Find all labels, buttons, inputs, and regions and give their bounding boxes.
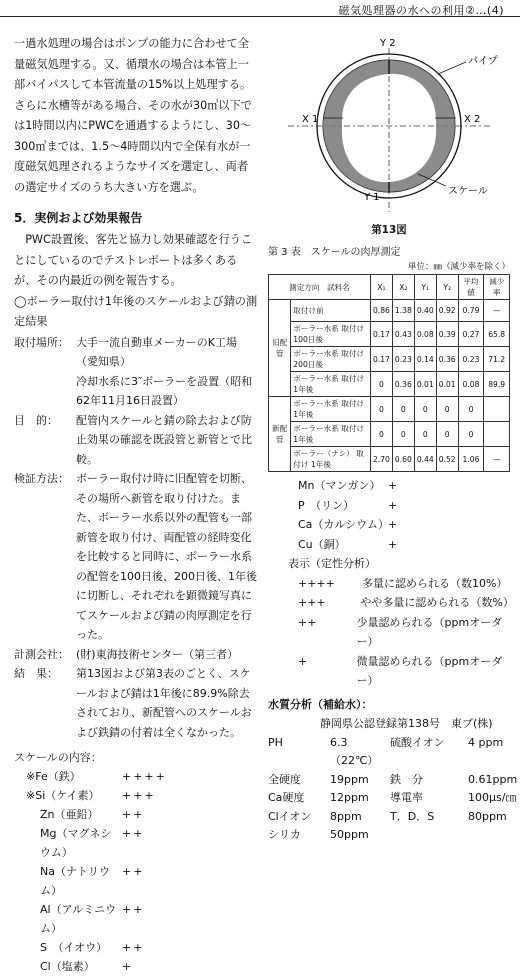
table-row xyxy=(269,300,510,322)
table-cell: 0.14 xyxy=(414,347,436,372)
detail-label: 目 的： xyxy=(14,413,58,427)
table-cell: 0 xyxy=(370,422,392,447)
table-row xyxy=(269,322,510,347)
water-value: 6.3（22℃） xyxy=(330,735,379,767)
legend-row xyxy=(268,593,514,613)
table-caption: 第 3 表 スケールの肉厚測定 xyxy=(268,247,401,258)
element-row xyxy=(14,824,258,862)
table-cell: 0.60 xyxy=(392,447,414,472)
table-row xyxy=(269,422,510,447)
table-row xyxy=(269,447,510,472)
table-cell: 0 xyxy=(370,372,392,397)
table-cell: 0.08 xyxy=(414,322,436,347)
table-cell: 0.40 xyxy=(414,300,436,322)
detail-row xyxy=(14,645,258,665)
scale-contents xyxy=(14,748,258,976)
element-amount: + xyxy=(388,518,400,531)
label-x2: X 2 xyxy=(464,114,481,125)
water-value: 4 ppm xyxy=(468,735,504,749)
table-cell: 0.36 xyxy=(436,347,458,372)
detail-label: 取付場所： xyxy=(14,335,69,349)
water-item: 鉄 分 xyxy=(390,772,423,786)
element-row xyxy=(14,767,258,786)
table-row xyxy=(269,397,510,422)
element-amount: ++ xyxy=(122,903,145,916)
legend-symbol: + xyxy=(298,654,308,668)
water-analysis-lab: 静岡県公認登録第138号 東ブ(株) xyxy=(320,717,493,730)
table-cell: ボーラー水系 取付け 1年後 xyxy=(291,397,371,422)
element-row xyxy=(268,476,510,496)
element-row xyxy=(14,805,258,824)
water-value xyxy=(468,826,518,845)
pipe-cross-section-diagram xyxy=(268,34,510,220)
table-cell: 0.01 xyxy=(436,372,458,397)
water-value: 12ppm xyxy=(330,791,369,804)
water-value: 8ppm xyxy=(330,809,362,823)
table-cell: ボーラー水系 取付け 100日後 xyxy=(291,322,371,347)
table-cell: 0.36 xyxy=(392,372,414,397)
right-column xyxy=(268,34,518,845)
table-header-row xyxy=(269,275,510,300)
table-cell: 0.23 xyxy=(458,347,484,372)
water-item: シリカ xyxy=(268,828,301,841)
legend-desc: 少量認められる（ppmオーダー） xyxy=(356,615,503,648)
element-name: Zn（亜鉛） xyxy=(40,808,99,821)
element-amount: + xyxy=(388,498,400,512)
table-cell: 0.86 xyxy=(370,300,392,322)
water-item: Clイオン xyxy=(268,809,312,823)
table-cell: 65.8 xyxy=(484,322,510,347)
table-cell: 2.70 xyxy=(370,447,392,472)
figure-13 xyxy=(268,34,510,220)
table-cell: 0 xyxy=(370,397,392,422)
table-cell: 89.9 xyxy=(484,372,510,397)
water-value: 50ppm xyxy=(330,828,369,841)
left-column xyxy=(14,34,258,976)
running-header: 磁気処理器の水への利用②…(4) xyxy=(338,4,504,17)
detail-label xyxy=(14,372,76,411)
label-y1: Y 1 xyxy=(364,192,380,203)
element-amount: + xyxy=(122,960,134,973)
table-row xyxy=(269,347,510,372)
water-item xyxy=(390,826,468,845)
legend-row xyxy=(268,574,510,594)
water-value: 0.61ppm xyxy=(468,772,518,786)
water-value: 80ppm xyxy=(468,809,507,823)
element-row xyxy=(14,900,258,938)
element-name: ※Fe（鉄） xyxy=(26,770,81,783)
table-cell: 0.17 xyxy=(370,347,392,372)
element-row xyxy=(14,862,258,900)
table-cell: 0 xyxy=(436,422,458,447)
element-name: P （リン） xyxy=(298,498,355,512)
legend-desc: 微量認められる（ppmオーダー） xyxy=(356,654,503,687)
report-details xyxy=(14,333,258,743)
water-item: 硫酸イオン xyxy=(390,735,445,749)
water-item: 全硬度 xyxy=(268,772,301,786)
water-item: 導電率 xyxy=(390,791,423,804)
element-amount: ++ xyxy=(122,808,145,821)
table-group-cell: 新配管 xyxy=(269,397,291,472)
pipe-leader xyxy=(438,62,466,74)
table-header-cell: 減少率 xyxy=(484,275,510,300)
element-name: S （イオウ） xyxy=(40,941,108,954)
table-cell: ボーラー水系 取付け 1年後 xyxy=(291,372,371,397)
water-item: PH xyxy=(268,735,283,749)
detail-row xyxy=(14,333,258,372)
table-cell: 0.01 xyxy=(414,372,436,397)
table-cell: ボーラー水系 取付け 1年後 xyxy=(291,422,371,447)
table-cell: 0.39 xyxy=(436,322,458,347)
table-cell: 0.79 xyxy=(458,300,484,322)
table-cell: 0 xyxy=(414,397,436,422)
table-cell: 0 xyxy=(392,397,414,422)
legend-row xyxy=(268,613,510,652)
table-cell: 0 xyxy=(458,397,484,422)
element-amount: + xyxy=(388,479,400,492)
water-analysis-title: 水質分析（補給水）： xyxy=(268,697,373,711)
detail-label: 計測会社： xyxy=(14,647,69,661)
scale-thickness-table xyxy=(268,274,510,472)
water-analysis-grid xyxy=(268,734,518,845)
table-cell: 1.06 xyxy=(458,447,484,472)
table-cell: 0.27 xyxy=(458,322,484,347)
table-cell: 71.2 xyxy=(484,347,510,372)
element-row xyxy=(268,515,510,535)
element-name: Cl（塩素） xyxy=(40,960,95,973)
table-header-cell: 測定方向 試料名 xyxy=(269,275,371,300)
element-name: Na（ナトリウム） xyxy=(40,865,110,897)
element-amount: ++ xyxy=(122,827,145,840)
detail-value: 第13図および第3表のごとく、スケールおよび錆は1年後に89.9%除去されており、新配管へのスケールおよび鉄錆の付着は全くなかった。 xyxy=(76,667,252,739)
element-row xyxy=(14,938,258,957)
table-cell: 取付け前 xyxy=(291,300,371,322)
table-cell: 0.92 xyxy=(436,300,458,322)
element-name: Al（アルミニウム） xyxy=(40,903,117,935)
table-header-cell: X₂ xyxy=(392,275,414,300)
table-group-cell: 旧配管 xyxy=(269,300,291,397)
detail-value: (財)東海技術センター（第三者） xyxy=(76,647,239,661)
element-row xyxy=(14,957,258,976)
paragraph-selection: 一過水処理の場合はポンプの能力に合わせて全量磁気処理する。又、循環水の場合は本管上一部バイパスして本管流量の15%以上処理する。さらに水槽等がある場合、その水が30㎥以下では1時間以内にPWCを通過するようにし、30～300㎥までは、1.5～4時間以内で全保有水が一度磁気処理されるようなサイズを選定し、両者の選定サイズのうち大きい方を選ぶ。 xyxy=(14,37,252,194)
table-unit: 単位：㎜（減少率を除く） xyxy=(407,262,510,272)
legend-title: 表示（定性分析） xyxy=(288,557,376,570)
water-value: 19ppm xyxy=(330,772,369,786)
water-item: T．D．S xyxy=(390,809,435,823)
element-row xyxy=(14,786,258,805)
element-name: Ca（カルシウム） xyxy=(298,518,390,531)
detail-row xyxy=(14,411,258,470)
detail-row xyxy=(14,664,258,742)
table-cell: 0.43 xyxy=(392,322,414,347)
legend-row xyxy=(268,652,510,691)
table-cell: 0 xyxy=(414,422,436,447)
label-x1: X 1 xyxy=(302,114,319,125)
detail-value: 冷却水系に3″ボーラーを設置（昭和62年11月16日設置） xyxy=(76,374,253,407)
detail-value: 配管内スケールと錆の除去および防止効果の確認を既設管と新管とで比較。 xyxy=(76,413,252,466)
table-row xyxy=(269,372,510,397)
table-cell: 0 xyxy=(392,422,414,447)
table-cell: 0.23 xyxy=(392,347,414,372)
table-header-cell: X₁ xyxy=(370,275,392,300)
table-header-cell: Y₁ xyxy=(414,275,436,300)
table-cell: ボーラー（ナシ） 取付け 1年後 xyxy=(291,447,371,472)
detail-row xyxy=(14,469,258,645)
table-cell: 0.17 xyxy=(370,322,392,347)
element-name: Cu（銅） xyxy=(298,537,346,551)
element-name: ※Si（ケイ素） xyxy=(26,789,100,802)
section-heading: 5．実例および効果報告 xyxy=(14,211,143,225)
table-caption-row xyxy=(268,243,510,258)
table-cell: — xyxy=(484,300,510,322)
element-row xyxy=(268,496,510,516)
element-amount: ++++ xyxy=(122,770,167,783)
label-pipe: パイプ xyxy=(468,56,498,67)
water-value: 100μs/㎝ xyxy=(468,791,517,804)
table-cell: 0 xyxy=(436,397,458,422)
element-row xyxy=(268,535,510,555)
detail-label: 結 果： xyxy=(14,667,58,680)
detail-value: 大手一流自動車メーカーのK工場（愛知県） xyxy=(76,335,237,368)
table-cell: 0.52 xyxy=(436,447,458,472)
water-item: Ca硬度 xyxy=(268,791,305,804)
table-cell: ボーラー水系 取付け 200日後 xyxy=(291,347,371,372)
label-y2: Y 2 xyxy=(380,38,396,49)
detail-label: 検証方法： xyxy=(14,472,69,485)
element-amount: ++ xyxy=(122,865,145,878)
table-cell: 1.38 xyxy=(392,300,414,322)
paragraph-intro: PWC設置後、客先と協力し効果確認を行うことにしているのでテストレポートは多くあるが、その内最近の例を報告する。 xyxy=(14,233,253,287)
element-amount: + xyxy=(388,537,400,551)
table-header-cell: 平均値 xyxy=(458,275,484,300)
figure-caption: 第13図 xyxy=(371,224,407,236)
legend-desc: やや多量に認められる（数%） xyxy=(360,596,514,609)
legend-symbol: ++ xyxy=(298,615,317,629)
legend-symbol: ++++ xyxy=(298,576,335,590)
element-name: Mg（マグネシウム） xyxy=(40,827,112,859)
scale-contents-continued xyxy=(268,476,514,734)
element-name: Mn（マンガン） xyxy=(298,479,381,492)
table-cell: 0.08 xyxy=(458,372,484,397)
element-amount: +++ xyxy=(122,789,156,802)
table-header-cell: Y₂ xyxy=(436,275,458,300)
label-scale: スケール xyxy=(448,186,488,197)
table-cell xyxy=(484,422,510,447)
scale-contents-title: スケールの内容： xyxy=(14,751,102,764)
detail-row xyxy=(14,372,258,411)
table-cell xyxy=(484,397,510,422)
element-amount: ++ xyxy=(122,941,145,954)
table-cell: — xyxy=(484,447,510,472)
legend-desc: 多量に認められる（数10%） xyxy=(362,576,508,590)
table-cell: 0.44 xyxy=(414,447,436,472)
detail-value: ボーラー取付け時に旧配管を切断、その場所へ新管を取り付けた。また、ボーラー水系以外の配管も一部新管を取り付け、両配管の経時変化を比較すると同時に、ボーラー水系の配管を100日後、200日後、1年後に切断し、それぞれを顕微鏡写真にてスケールおよび錆の肉厚測定を行った。 xyxy=(76,472,257,641)
item-title: ◯ボーラー取付け1年後のスケールおよび錆の測定結果 xyxy=(14,294,258,328)
legend-symbol: +++ xyxy=(298,596,326,609)
table-cell: 0 xyxy=(458,422,484,447)
